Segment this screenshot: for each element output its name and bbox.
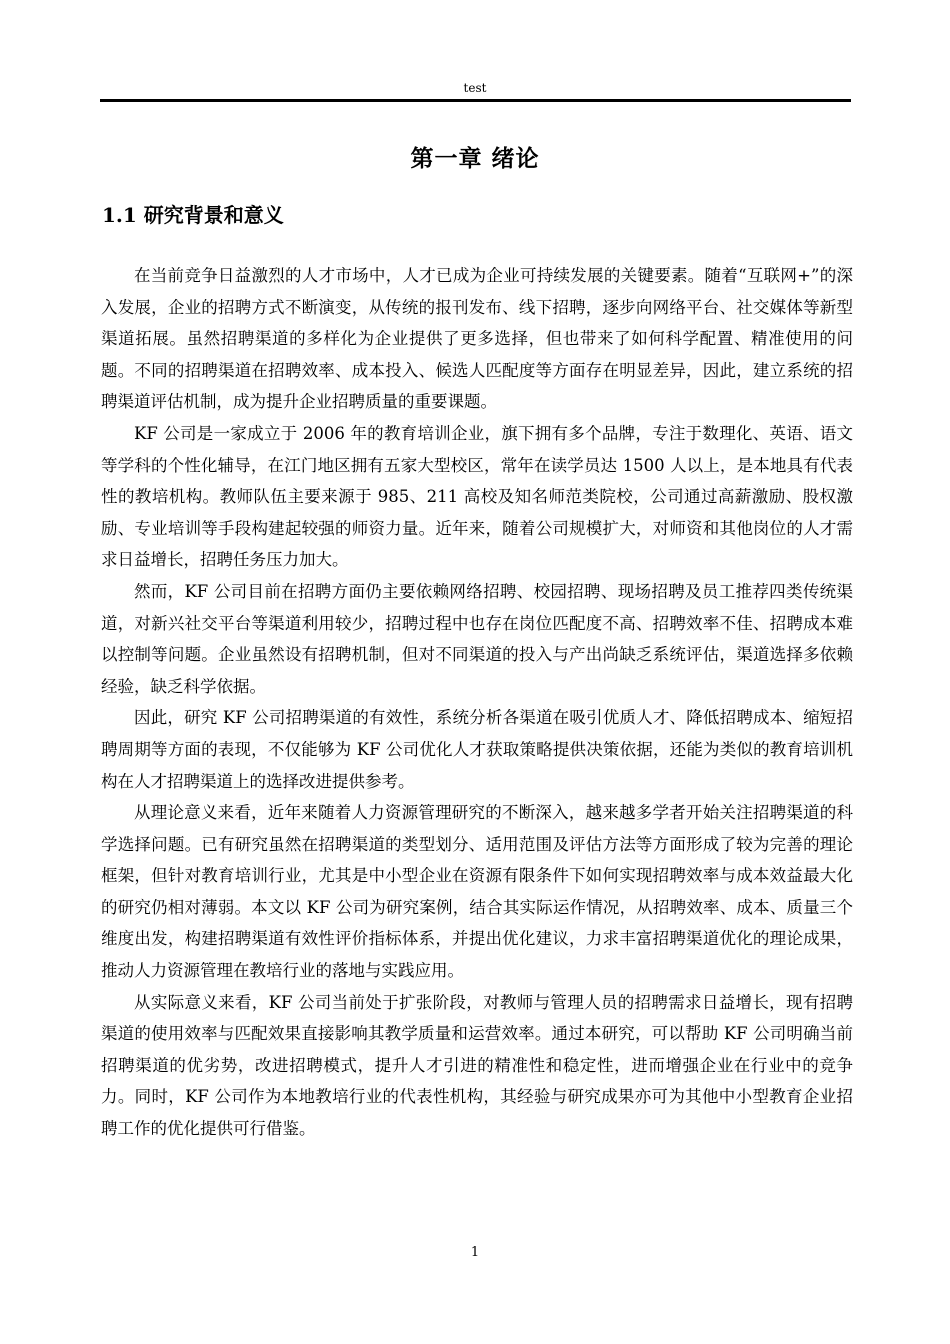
- body-text: [101, 260, 853, 1145]
- paragraph-practical-significance: 从实际意义来看，KF 公司当前处于扩张阶段，对教师与管理人员的招聘需求日益增长，现有招聘渠道的使用效率与匹配效果直接影响其教学质量和运营效率。通过本研究，可以帮助 KF 公司明确当前招聘渠道的优劣势，改进招聘模式，提升人才引进的精准性和稳定性，进而增强企业在行业中的竞争力。同时，KF 公司作为本地教培行业的代表性机构，其经验与研究成果亦可为其他中小型教育企业招聘工作的优化提供可行借鉴。: [101, 992, 853, 1139]
- paragraph-company-intro: KF 公司是一家成立于 2006 年的教育培训企业，旗下拥有多个品牌，专注于数理化、英语、语文等学科的个性化辅导，在江门地区拥有五家大型校区，常年在读学员达 1500 人以上，是本地具有代表性的教培机构。教师队伍主要来源于 985、211 高校及知名师范类院校，公司通过高薪激励、股权激励、专业培训等手段构建起较强的师资力量。近年来，随着公司规模扩大，对师资和其他岗位的人才需求日益增长，招聘任务压力加大。: [101, 423, 853, 570]
- paragraph-research-purpose: 因此，研究 KF 公司招聘渠道的有效性，系统分析各渠道在吸引优质人才、降低招聘成本、缩短招聘周期等方面的表现，不仅能够为 KF 公司优化人才获取策略提供决策依据，还能为类似的教育培训机构在人才招聘渠道上的选择改进提供参考。: [101, 708, 853, 791]
- paragraph-background: 在当前竞争日益激烈的人才市场中，人才已成为企业可持续发展的关键要素。随着“互联网+”的深入发展，企业的招聘方式不断演变，从传统的报刊发布、线下招聘，逐步向网络平台、社交媒体等新型渠道拓展。虽然招聘渠道的多样化为企业提供了更多选择，但也带来了如何科学配置、精准使用的问题。不同的招聘渠道在招聘效率、成本投入、候选人匹配度等方面存在明显差异，因此，建立系统的招聘渠道评估机制，成为提升企业招聘质量的重要课题。: [101, 266, 853, 412]
- chapter-title: 第一章 绪论: [410, 145, 540, 172]
- paragraph-current-problems: 然而，KF 公司目前在招聘方面仍主要依赖网络招聘、校园招聘、现场招聘及员工推荐四类传统渠道，对新兴社交平台等渠道利用较少，招聘过程中也存在岗位匹配度不高、招聘效率不佳、招聘成本难以控制等问题。企业虽然设有招聘机制，但对不同渠道的投入与产出尚缺乏系统评估，渠道选择多依赖经验，缺乏科学依据。: [101, 581, 853, 696]
- page-header: test: [463, 81, 487, 95]
- page-number: 1: [470, 1245, 480, 1260]
- header-rule: [100, 99, 851, 102]
- paragraph-theoretical-significance: 从理论意义来看，近年来随着人力资源管理研究的不断深入，越来越多学者开始关注招聘渠道的科学选择问题。已有研究虽然在招聘渠道的类型划分、适用范围及评估方法等方面形成了较为完善的理论框架，但针对教育培训行业，尤其是中小型企业在资源有限条件下如何实现招聘效率与成本效益最大化的研究仍相对薄弱。本文以 KF 公司为研究案例，结合其实际运作情况，从招聘效率、成本、质量三个维度出发，构建招聘渠道有效性评价指标体系，并提出优化建议，力求丰富招聘渠道优化的理论成果，推动人力资源管理在教培行业的落地与实践应用。: [101, 803, 853, 981]
- section-title: 1.1 研究背景和意义: [102, 203, 284, 227]
